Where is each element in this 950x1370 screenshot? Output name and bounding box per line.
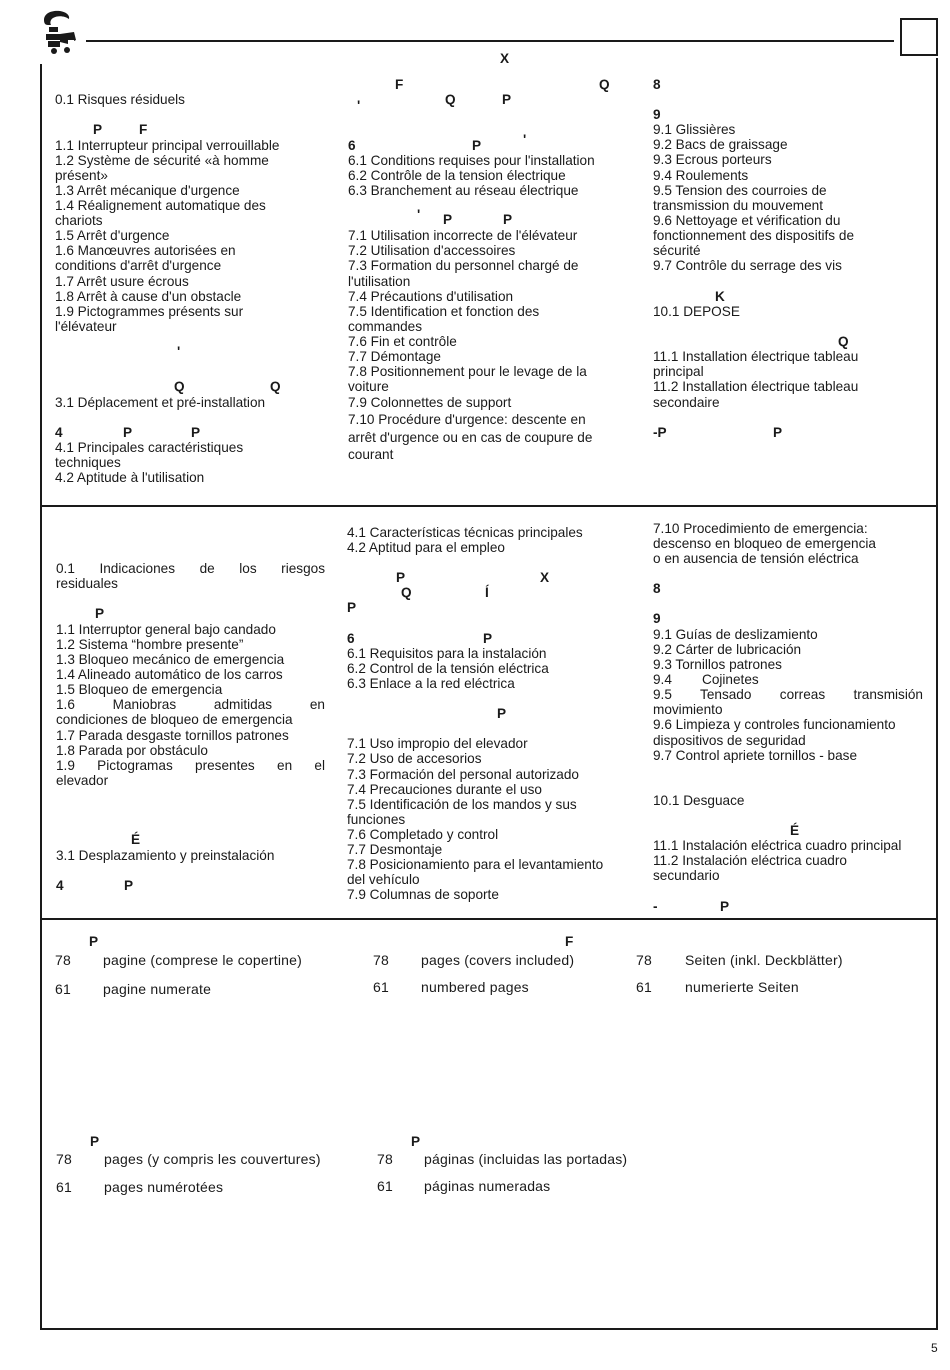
toc-line: 9.6 Limpieza y controles funcionamiento [653,717,896,732]
chapter-heading: Q [445,92,456,107]
total-pages-value: 78 [56,1151,72,1167]
chapter-heading: P [123,425,133,440]
toc-line: 6.1 Conditions requises pour l'installation [348,153,595,168]
count-heading: P [89,934,99,949]
toc-line: dispositivos de seguridad [653,733,806,748]
toc-line: 0.1 Indicaciones de los riesgos [56,561,325,576]
total-pages-label: Seiten (inkl. Deckblätter) [685,952,843,968]
toc-line: 1.8 Parada por obstáculo [56,743,208,758]
toc-line: 1.6 Manœuvres autorisées en [55,243,236,258]
toc-line: 7.5 Identificación de los mandos y sus [347,797,577,812]
toc-line: 1.2 Système de sécurité «à homme [55,153,269,168]
toc-line: 1.6 Maniobras admitidas en [56,697,325,712]
chapter-heading: P [720,899,730,914]
toc-line: 7.3 Formation du personnel chargé de [348,258,579,273]
numbered-pages-label: pages numérotées [104,1179,224,1195]
toc-line: elevador [56,773,109,788]
toc-line: 10.1 Desguace [653,793,745,808]
total-pages-value: 78 [636,952,652,968]
total-pages-value: 78 [55,952,71,968]
numbered-pages-label: páginas numeradas [424,1178,551,1194]
chapter-heading: -P [653,425,667,440]
toc-line: descenso en bloqueo de emergencia [653,536,876,551]
toc-line: conditions d'arrêt d'urgence [55,258,222,273]
toc-line: residuales [56,576,118,591]
toc-line: condiciones de bloqueo de emergencia [56,712,293,727]
chapter-heading: ' [523,132,527,147]
toc-line: 9.3 Tornillos patrones [653,657,782,672]
toc-line: transmission du mouvement [653,198,823,213]
toc-line: 7.6 Completado y control [347,827,499,842]
chapter-heading: 9 [653,107,661,122]
toc-line: del vehículo [347,872,420,887]
toc-line: présent» [55,168,108,183]
chapter-heading: ' [417,207,421,222]
brand-logo [38,10,80,58]
chapter-heading: ' [357,98,361,113]
toc-line: 1.4 Alineado automático de los carros [56,667,283,682]
toc-line: 4.2 Aptitud para el empleo [347,540,505,555]
toc-line: 7.4 Precauciones durante el uso [347,782,542,797]
toc-line: 9.1 Guías de deslizamiento [653,627,818,642]
corner-box [900,18,938,56]
toc-line: 9.2 Bacs de graissage [653,137,788,152]
toc-line: 6.2 Control de la tensión eléctrica [347,661,549,676]
toc-line: 7.4 Précautions d'utilisation [348,289,514,304]
section-divider-2 [40,918,938,920]
toc-line: 11.2 Instalación eléctrica cuadro [653,853,847,868]
toc-line: 1.1 Interruptor general bajo candado [56,622,276,637]
numbered-pages-label: pagine numerate [103,981,212,997]
toc-line: 7.2 Utilisation d'accessoires [348,243,516,258]
chapter-heading: P [443,212,453,227]
toc-line: 9.4 [653,672,672,687]
chapter-heading: ' [177,344,181,359]
toc-line: secundario [653,868,720,883]
toc-line: 4.2 Aptitude à l'utilisation [55,470,205,485]
header-rule [86,40,894,42]
chapter-heading: P [483,631,493,646]
toc-line: 1.2 Sistema “hombre presente” [56,637,244,652]
chapter-heading: P [503,212,513,227]
numbered-pages-label: numerierte Seiten [685,979,799,995]
toc-line: 10.1 DEPOSE [653,304,740,319]
toc-line: movimiento [653,702,723,717]
toc-line: funciones [347,812,406,827]
chapter-heading: F [395,77,404,92]
toc-line: fonctionnement des dispositifs de [653,228,855,243]
count-heading: F [565,934,574,949]
toc-line: 7.2 Uso de accesorios [347,751,482,766]
toc-line: voiture [348,379,389,394]
toc-line: 3.1 Déplacement et pré-installation [55,395,266,410]
toc-line: Cojinetes [702,672,759,687]
chapter-heading: Í [485,585,489,600]
chapter-heading: P [497,706,507,721]
toc-line: 1.5 Arrêt d'urgence [55,228,170,243]
chapter-heading: P [347,600,357,615]
toc-line: commandes [348,319,423,334]
toc-line: 7.9 Columnas de soporte [347,887,499,902]
chapter-heading: 9 [653,611,661,626]
toc-line: 11.1 Instalación eléctrica cuadro principal [653,838,902,853]
chapter-heading: P [95,606,105,621]
numbered-pages-label: numbered pages [421,979,529,995]
toc-line: chariots [55,213,103,228]
frame-bottom [40,1328,938,1330]
numbered-pages-value: 61 [373,979,389,995]
toc-line: l'utilisation [348,274,411,289]
toc-line: 1.7 Arrêt usure écrous [55,274,189,289]
toc-line: 1.3 Bloqueo mecánico de emergencia [56,652,285,667]
toc-line: 9.7 Contrôle du serrage des vis [653,258,842,273]
toc-line: 1.4 Réalignement automatique des [55,198,266,213]
chapter-heading: P [191,425,201,440]
toc-line: 6.1 Requisitos para la instalación [347,646,547,661]
frame-left [40,64,42,1330]
chapter-heading: P [124,878,134,893]
toc-line: 7.1 Uso impropio del elevador [347,736,528,751]
toc-line: 9.3 Ecrous porteurs [653,152,772,167]
total-pages-value: 78 [373,952,389,968]
total-pages-label: pagine (comprese le copertine) [103,952,302,968]
chapter-heading: F [139,122,148,137]
toc-line: 7.9 Colonnettes de support [348,395,512,410]
section-heading-marker: X [500,51,510,66]
toc-line: 7.10 Procedimiento de emergencia: [653,521,868,536]
chapter-heading: Q [401,585,412,600]
chapter-heading: 6 [348,138,356,153]
toc-line: 9.5 Tensado correas transmisión [653,687,923,702]
toc-line: 7.8 Positionnement pour le levage de la [348,364,587,379]
toc-line: 1.9 Pictogramas presentes en el [56,758,325,773]
toc-line: 7.1 Utilisation incorrecte de l'élévateur [348,228,578,243]
toc-line: 11.1 Installation électrique tableau [653,349,859,364]
chapter-heading: X [540,570,550,585]
toc-line: 9.1 Glissières [653,122,736,137]
chapter-heading: P [472,138,482,153]
toc-line: principal [653,364,704,379]
page-number: 5 [931,1341,938,1355]
chapter-heading: 8 [653,581,661,596]
toc-line: 9.2 Cárter de lubricación [653,642,802,657]
toc-line: techniques [55,455,121,470]
toc-line: 3.1 Desplazamiento y preinstalación [56,848,275,863]
toc-line: 1.1 Interrupteur principal verrouillable [55,138,280,153]
toc-line: 4.1 Principales caractéristiques [55,440,244,455]
chapter-heading: É [790,823,800,838]
chapter-heading: 6 [347,631,355,646]
toc-line: arrêt d'urgence ou en cas de coupure de [348,430,593,445]
toc-line: 9.6 Nettoyage et vérification du [653,213,841,228]
toc-line: 4.1 Características técnicas principales [347,525,583,540]
numbered-pages-value: 61 [636,979,652,995]
count-heading: P [411,1134,421,1149]
toc-line: 6.3 Enlace a la red eléctrica [347,676,515,691]
toc-line: 7.7 Démontage [348,349,441,364]
toc-line: 1.7 Parada desgaste tornillos patrones [56,728,289,743]
chapter-heading: Q [599,77,610,92]
chapter-heading: 4 [55,425,63,440]
toc-line: 7.5 Identification et fonction des [348,304,540,319]
chapter-heading: - [653,899,658,914]
toc-line: o en ausencia de tensión eléctrica [653,551,859,566]
toc-line: 7.3 Formación del personal autorizado [347,767,579,782]
count-heading: P [90,1134,100,1149]
chapter-heading: K [715,289,725,304]
chapter-heading: P [396,570,406,585]
chapter-heading: Q [838,334,849,349]
toc-line: 6.3 Branchement au réseau électrique [348,183,579,198]
frame-right [936,58,938,1330]
total-pages-label: páginas (incluidas las portadas) [424,1151,628,1167]
toc-line: 9.7 Control apriete tornillos - base [653,748,858,763]
total-pages-value: 78 [377,1151,393,1167]
toc-line: courant [348,447,394,462]
toc-line: 7.8 Posicionamiento para el levantamiento [347,857,604,872]
toc-line: 6.2 Contrôle de la tension électrique [348,168,566,183]
toc-line: sécurité [653,243,701,258]
toc-line: 9.5 Tension des courroies de [653,183,827,198]
chapter-heading: 8 [653,77,661,92]
chapter-heading: Q [270,379,281,394]
chapter-heading: 4 [56,878,64,893]
numbered-pages-value: 61 [56,1179,72,1195]
toc-line: 7.6 Fin et contrôle [348,334,457,349]
toc-line: l'élévateur [55,319,117,334]
toc-line: 0.1 Risques résiduels [55,92,185,107]
toc-line: 7.7 Desmontaje [347,842,443,857]
toc-line: 1.5 Bloqueo de emergencia [56,682,223,697]
numbered-pages-value: 61 [55,981,71,997]
toc-line: 1.8 Arrêt à cause d'un obstacle [55,289,242,304]
toc-line: 11.2 Installation électrique tableau [653,379,859,394]
toc-line: 9.4 Roulements [653,168,749,183]
chapter-heading: É [131,832,141,847]
total-pages-label: pages (covers included) [421,952,575,968]
chapter-heading: P [502,92,512,107]
chapter-heading: P [93,122,103,137]
toc-line: 7.10 Procédure d'urgence: descente en [348,412,586,427]
section-divider-1 [40,505,938,507]
total-pages-label: pages (y compris les couvertures) [104,1151,321,1167]
chapter-heading: P [773,425,783,440]
numbered-pages-value: 61 [377,1178,393,1194]
toc-line: 1.9 Pictogrammes présents sur [55,304,244,319]
toc-line: 1.3 Arrêt mécanique d'urgence [55,183,240,198]
chapter-heading: Q [174,379,185,394]
toc-line: secondaire [653,395,720,410]
